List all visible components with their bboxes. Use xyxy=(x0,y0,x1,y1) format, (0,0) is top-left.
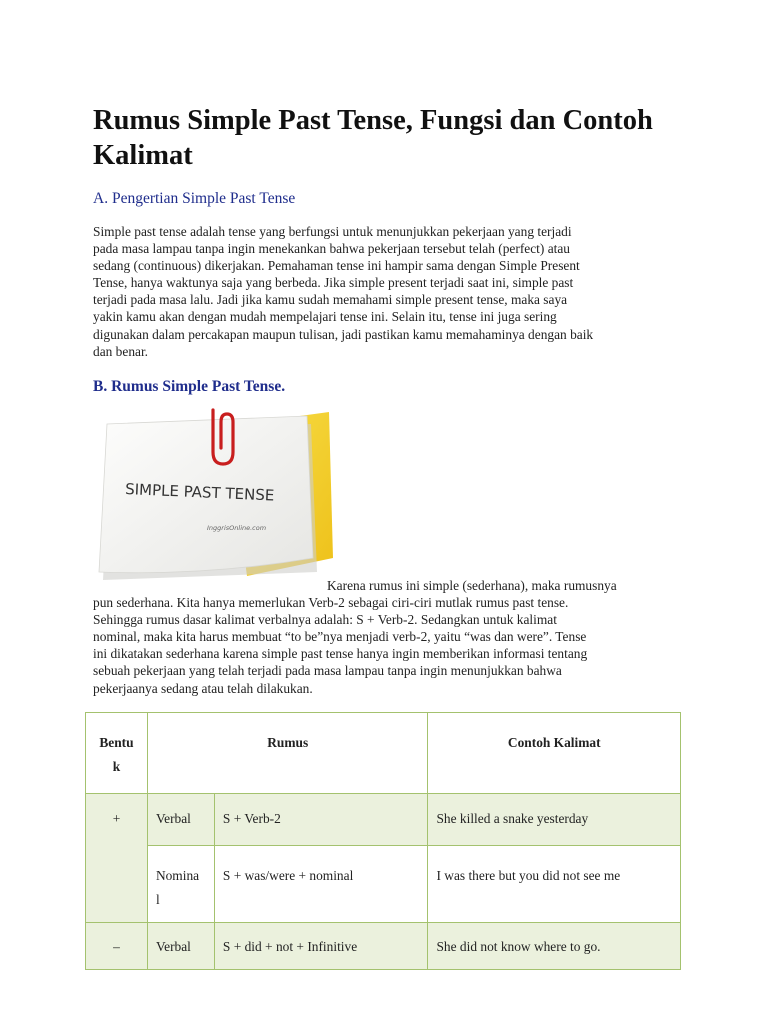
table-cell-example: I was there but you did not see me xyxy=(428,846,681,923)
paragraph-line: dan benar. xyxy=(93,343,149,359)
section-a-heading: A. Pengertian Simple Past Tense xyxy=(93,190,296,207)
paragraph-line: ini dikatakan sederhana karena simple past tense hanya ingin memberikan informasi tentang xyxy=(93,646,588,662)
paragraph-line: Tense, hanya waktunya saja yang berbeda. Jika simple present terjadi saat ini, simple past xyxy=(93,275,574,291)
header-rumus: Rumus xyxy=(147,713,428,794)
paragraph-line: pun sederhana. Kita hanya memerlukan Verb-2 sebagai ciri-ciri mutlak rumus past tense. xyxy=(93,595,569,611)
sticky-note-illustration xyxy=(97,408,335,588)
section-b-paragraph xyxy=(93,577,683,697)
table-cell-type: Nomina l xyxy=(147,846,214,923)
simple-past-tense-image xyxy=(97,408,335,588)
paragraph-line: yakin kamu akan dengan mudah mempelajari tense ini. Selain itu, tense ini juga sering xyxy=(93,309,557,325)
table-cell-formula: S + did + not + Infinitive xyxy=(214,923,428,970)
paragraph-line: Karena rumus ini simple (sederhana), maka rumusnya xyxy=(327,578,617,593)
paragraph-line: pada masa lampau tanpa ingin menekankan bahwa pekerjaan tersebut telah (perfect) atau xyxy=(93,241,571,257)
header-bentuk: Bentu k xyxy=(86,713,148,794)
header-contoh-kalimat: Contoh Kalimat xyxy=(428,713,681,794)
sign-positive: + xyxy=(86,794,148,923)
table-row xyxy=(86,794,681,846)
paragraph-line: pekerjaanya sedang atau telah dilakukan. xyxy=(93,680,313,696)
table-row xyxy=(86,846,681,923)
formula-table xyxy=(85,712,681,970)
paragraph-line: terjadi pada masa lalu. Jadi jika kamu sudah memahami simple present tense, maka saya xyxy=(93,292,568,308)
table-cell-type: Verbal xyxy=(147,794,214,846)
sign-negative: – xyxy=(86,923,148,970)
paragraph-line: Simple past tense adalah tense yang berfungsi untuk menunjukkan pekerjaan yang terjadi xyxy=(93,224,572,239)
table-row xyxy=(86,923,681,970)
paragraph-line: nominal, maka kita harus membuat “to be”nya menjadi verb-2, yaitu “was dan were”. Tense xyxy=(93,629,587,645)
table-cell-example: She killed a snake yesterday xyxy=(428,794,681,846)
table-cell-example: She did not know where to go. xyxy=(428,923,681,970)
section-b-heading: B. Rumus Simple Past Tense. xyxy=(93,378,286,395)
table-cell-formula: S + Verb-2 xyxy=(214,794,428,846)
paragraph-line: digunakan dalam percakapan maupun tulisan, jadi pastikan kamu memahaminya dengan baik xyxy=(93,326,594,342)
page-title: Rumus Simple Past Tense, Fungsi dan Contoh Kalimat xyxy=(93,105,653,171)
table-cell-type: Verbal xyxy=(147,923,214,970)
table-cell-formula: S + was/were + nominal xyxy=(214,846,428,923)
paragraph-line: Sehingga rumus dasar kalimat verbalnya adalah: S + Verb-2. Sedangkan untuk kalimat xyxy=(93,612,557,628)
image-label: SIMPLE PAST TENSE xyxy=(124,480,275,505)
image-watermark: InggrisOnline.com xyxy=(207,524,267,532)
table-header-row xyxy=(86,713,681,794)
section-a-paragraph xyxy=(93,223,683,360)
paragraph-line: sebuah pekerjaan yang telah terjadi pada masa lampau tanpa ingin menunjukkan bahwa xyxy=(93,663,562,679)
paragraph-line: sedang (continuous) dikerjakan. Pemahaman tense ini hampir sama dengan Simple Present xyxy=(93,258,580,274)
